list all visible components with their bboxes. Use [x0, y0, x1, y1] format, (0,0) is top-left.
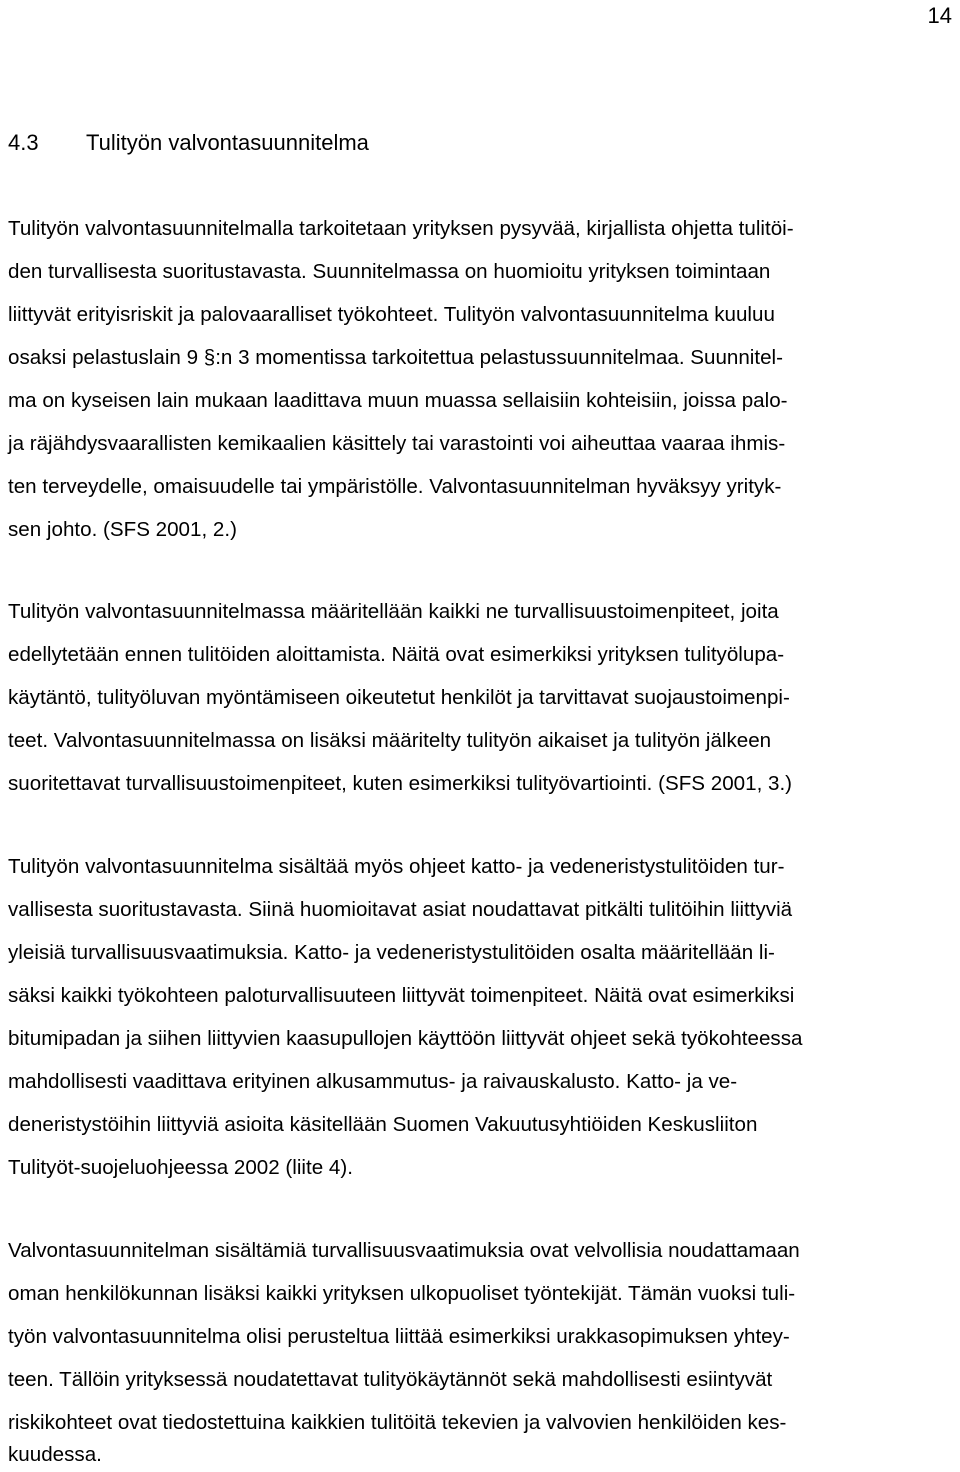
paragraph-line: Valvontasuunnitelman sisältämiä turvallisuusvaatimuksia ovat velvollisia noudattamaan — [8, 1239, 800, 1262]
paragraph-line: ma on kyseisen lain mukaan laadittava muun muassa sellaisiin kohteisiin, joissa palo- — [8, 389, 788, 412]
section-number: 4.3 — [8, 130, 39, 155]
paragraph-line: työn valvontasuunnitelma olisi perusteltua liittää esimerkiksi urakkasopimuksen yhtey- — [8, 1325, 790, 1348]
paragraph-line: oman henkilökunnan lisäksi kaikki yrityksen ulkopuoliset työntekijät. Tämän vuoksi tuli- — [8, 1282, 796, 1305]
paragraph-line: den turvallisesta suoritustavasta. Suunnitelmassa on huomioitu yrityksen toimintaan — [8, 260, 771, 283]
paragraph-line: säksi kaikki työkohteen paloturvallisuuteen liittyvät toimenpiteet. Näitä ovat esimerkiksi — [8, 984, 795, 1007]
paragraph-line: ja räjähdysvaarallisten kemikaalien käsittely tai varastointi voi aiheuttaa vaaraa ihmis- — [8, 432, 786, 455]
paragraph-line: bitumipadan ja siihen liittyvien kaasupullojen käyttöön liittyvät ohjeet sekä työkohteessa — [8, 1027, 803, 1050]
paragraph-line: kuudessa. — [8, 1443, 102, 1466]
paragraph-line: edellytetään ennen tulitöiden aloittamista. Näitä ovat esimerkiksi yrityksen tulityölupa- — [8, 643, 785, 666]
paragraph-line: osaksi pelastuslain 9 §:n 3 momentissa tarkoitettua pelastussuunnitelmaa. Suunnitel- — [8, 346, 783, 369]
page-number: 14 — [927, 3, 952, 28]
paragraph-line: teet. Valvontasuunnitelmassa on lisäksi määritelty tulityön aikaiset ja tulityön jälkeen — [8, 729, 772, 752]
paragraph-line: liittyvät erityisriskit ja palovaaralliset työkohteet. Tulityön valvontasuunnitelma kuuluu — [8, 303, 775, 326]
paragraph-line: yleisiä turvallisuusvaatimuksia. Katto- ja vedeneristystulitöiden osalta määritellään li- — [8, 941, 775, 964]
paragraph-line: Tulityöt-suojeluohjeessa 2002 (liite 4). — [8, 1156, 353, 1179]
paragraph-line: Tulityön valvontasuunnitelmassa määritellään kaikki ne turvallisuustoimenpiteet, joita — [8, 600, 779, 623]
paragraph-line: sen johto. (SFS 2001, 2.) — [8, 518, 237, 541]
paragraph-line: mahdollisesti vaadittava erityinen alkusammutus- ja raivauskalusto. Katto- ja ve- — [8, 1070, 738, 1093]
paragraph-line: riskikohteet ovat tiedostettuina kaikkien tulitöitä tekevien ja valvovien henkilöiden kes- — [8, 1411, 787, 1434]
paragraph-line: suoritettavat turvallisuustoimenpiteet, kuten esimerkiksi tulityövartiointi. (SFS 2001, 3.) — [8, 772, 793, 795]
paragraph-line: teen. Tällöin yrityksessä noudatettavat tulityökäytännöt sekä mahdollisesti esiintyvät — [8, 1368, 773, 1391]
section-title: Tulityön valvontasuunnitelma — [86, 130, 369, 155]
paragraph-line: Tulityön valvontasuunnitelma sisältää myös ohjeet katto- ja vedeneristystulitöiden tur- — [8, 855, 785, 878]
paragraph-line: ten terveydelle, omaisuudelle tai ympäristölle. Valvontasuunnitelman hyväksyy yrityk- — [8, 475, 782, 498]
paragraph-line: vallisesta suoritustavasta. Siinä huomioitavat asiat noudattavat pitkälti tulitöihin liittyviä — [8, 898, 793, 921]
paragraph-line: käytäntö, tulityöluvan myöntämiseen oikeutetut henkilöt ja tarvittavat suojaustoimenpi- — [8, 686, 790, 709]
section-heading — [8, 128, 369, 158]
paragraph-line: deneristystöihin liittyviä asioita käsitellään Suomen Vakuutusyhtiöiden Keskusliiton — [8, 1113, 758, 1136]
paragraph-line: Tulityön valvontasuunnitelmalla tarkoitetaan yrityksen pysyvää, kirjallista ohjetta tulitöi- — [8, 217, 794, 240]
